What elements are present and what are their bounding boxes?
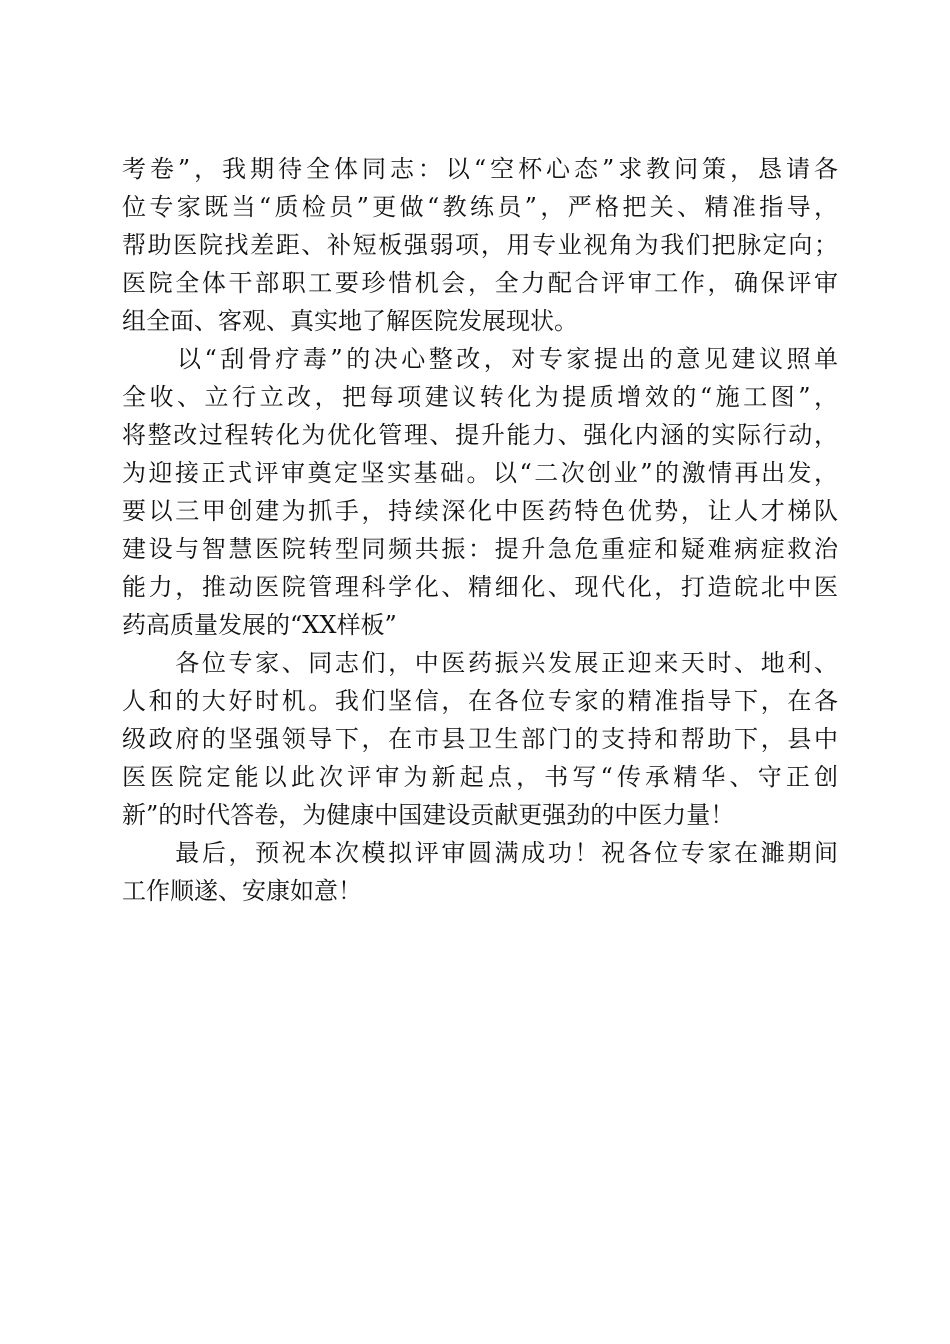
text-line: 工作顺遂、安康如意！	[122, 877, 362, 905]
text-line: 位专家既当“质检员”更做“教练员”，严格把关、精准指导，	[122, 193, 838, 221]
text-line: 以“刮骨疗毒”的决心整改，对专家提出的意见建议照单	[122, 345, 838, 373]
text-line: 新”的时代答卷，为健康中国建设贡献更强劲的中医力量！	[122, 801, 735, 829]
paragraph-2	[122, 340, 838, 644]
text-line: 全收、立行立改，把每项建议转化为提质增效的“施工图”，	[122, 383, 838, 411]
document-body	[122, 150, 838, 910]
text-line: 要以三甲创建为抓手，持续深化中医药特色优势，让人才梯队	[122, 497, 838, 525]
text-line: 医医院定能以此次评审为新起点，书写“传承精华、守正创	[122, 763, 838, 791]
text-line: 考卷”，我期待全体同志：以“空杯心态”求教问策，恳请各	[122, 155, 838, 183]
text-line: 建设与智慧医院转型同频共振：提升急危重症和疑难病症救治	[122, 535, 838, 563]
text-line: 医院全体干部职工要珍惜机会，全力配合评审工作，确保评审	[122, 269, 838, 297]
paragraph-3	[122, 644, 838, 834]
text-line: 人和的大好时机。我们坚信，在各位专家的精准指导下，在各	[122, 687, 838, 715]
text-line: 能力，推动医院管理科学化、精细化、现代化，打造皖北中医	[122, 573, 838, 601]
text-line: 各位专家、同志们，中医药振兴发展正迎来天时、地利、	[122, 649, 838, 677]
text-line: 药高质量发展的“XX样板”	[122, 611, 397, 639]
text-line: 级政府的坚强领导下，在市县卫生部门的支持和帮助下，县中	[122, 725, 838, 753]
text-line: 为迎接正式评审奠定坚实基础。以“二次创业”的激情再出发，	[122, 459, 838, 487]
text-line: 最后，预祝本次模拟评审圆满成功！祝各位专家在濉期间	[122, 839, 838, 867]
text-line: 帮助医院找差距、补短板强弱项，用专业视角为我们把脉定向；	[122, 231, 838, 259]
paragraph-1	[122, 150, 838, 340]
text-line: 组全面、客观、真实地了解医院发展现状。	[122, 307, 578, 335]
text-line: 将整改过程转化为优化管理、提升能力、强化内涵的实际行动，	[122, 421, 838, 449]
paragraph-4	[122, 834, 838, 910]
